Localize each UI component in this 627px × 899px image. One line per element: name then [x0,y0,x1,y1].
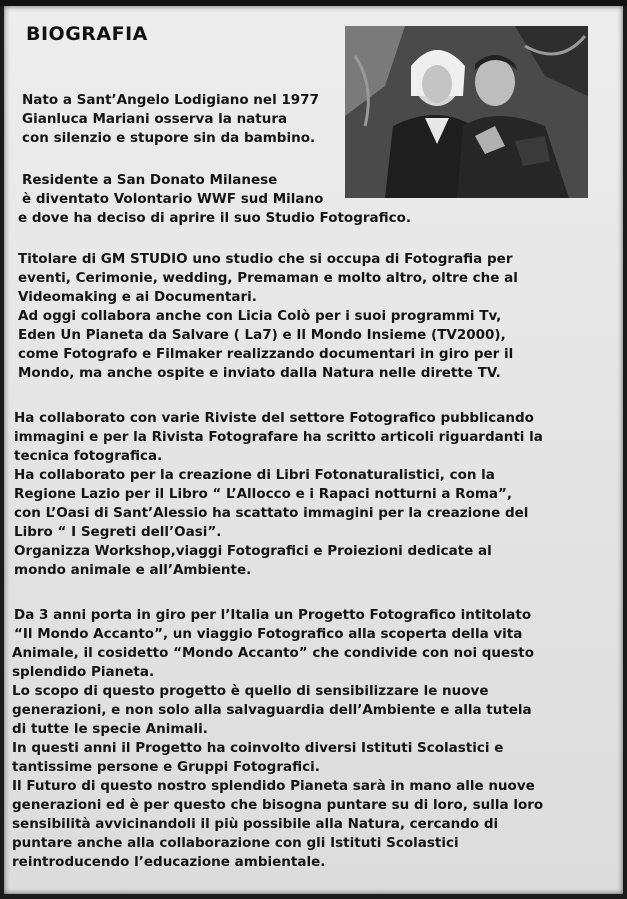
text-line: Videomaking e ai Documentari. [18,289,257,305]
text-line: Titolare di GM STUDIO uno studio che si occupa di Fotografia per [18,251,513,267]
text-line: puntare anche alla collaborazione con gli Istituti Scolastici [12,835,459,851]
portrait-photo [345,26,588,198]
portrait-illustration [345,26,588,198]
text-line: Nato a Sant’Angelo Lodigiano nel 1977 [22,92,319,108]
text-line: Animale, il cosidetto “Mondo Accanto” che condivide con noi questo [12,645,534,661]
text-line: come Fotografo e Filmaker realizzando documentari in giro per il [18,346,514,362]
text-line: Mondo, ma anche ospite e inviato dalla Natura nelle dirette TV. [18,365,501,381]
text-line: Da 3 anni porta in giro per l’Italia un Progetto Fotografico intitolato [14,607,532,623]
text-line: “Il Mondo Accanto”, un viaggio Fotografico alla scoperta della vita [14,626,523,642]
text-line: eventi, Cerimonie, wedding, Premaman e molto altro, oltre che al [18,270,518,286]
text-line: con L’Oasi di Sant’Alessio ha scattato immagini per la creazione del [14,505,529,521]
text-line: tecnica fotografica. [14,448,163,464]
text-line: Organizza Workshop,viaggi Fotografici e Proiezioni dedicate al [14,543,492,559]
text-line: Ha collaborato per la creazione di Libri Fotonaturalistici, con la [14,467,495,483]
text-line: Residente a San Donato Milanese [22,172,278,188]
text-line: e dove ha deciso di aprire il suo Studio Fotografico. [18,210,412,226]
text-line: tantissime persone e Gruppi Fotografici. [12,759,320,775]
text-line: Libro “ I Segreti dell’Oasi”. [14,524,222,540]
text-line: Eden Un Pianeta da Salvare ( La7) e Il Mondo Insieme (TV2000), [18,327,506,343]
text-line: generazioni, e non solo alla salvaguardia dell’Ambiente e alla tutela [12,702,532,718]
text-line: sensibilità avvicinandoli il più possibile alla Natura, cercando di [12,816,499,832]
biography-sheet [4,6,623,894]
text-line: Lo scopo di questo progetto è quello di sensibilizzare le nuove [12,683,489,699]
text-line: Il Futuro di questo nostro splendido Pianeta sarà in mano alle nuove [12,778,535,794]
text-line: immagini e per la Rivista Fotografare ha scritto articoli riguardanti la [14,429,543,445]
page-title: BIOGRAFIA [26,23,148,45]
text-line: In questi anni il Progetto ha coinvolto diversi Istituti Scolastici e [12,740,504,756]
text-line: Gianluca Mariani osserva la natura [22,111,288,127]
text-line: generazioni ed è per questo che bisogna puntare su di loro, sulla loro [12,797,544,813]
text-line: splendido Pianeta. [12,664,155,680]
text-line: reintroducendo l’educazione ambientale. [12,854,326,870]
text-line: Ha collaborato con varie Riviste del settore Fotografico pubblicando [14,410,534,426]
text-line: con silenzio e stupore sin da bambino. [22,130,316,146]
text-line: Ad oggi collabora anche con Licia Colò per i suoi programmi Tv, [18,308,502,324]
text-line: Regione Lazio per il Libro “ L’Allocco e i Rapaci notturni a Roma”, [14,486,513,502]
text-line: mondo animale e all’Ambiente. [14,562,252,578]
text-line: di tutte le specie Animali. [12,721,208,737]
text-line: è diventato Volontario WWF sud Milano [22,191,324,207]
